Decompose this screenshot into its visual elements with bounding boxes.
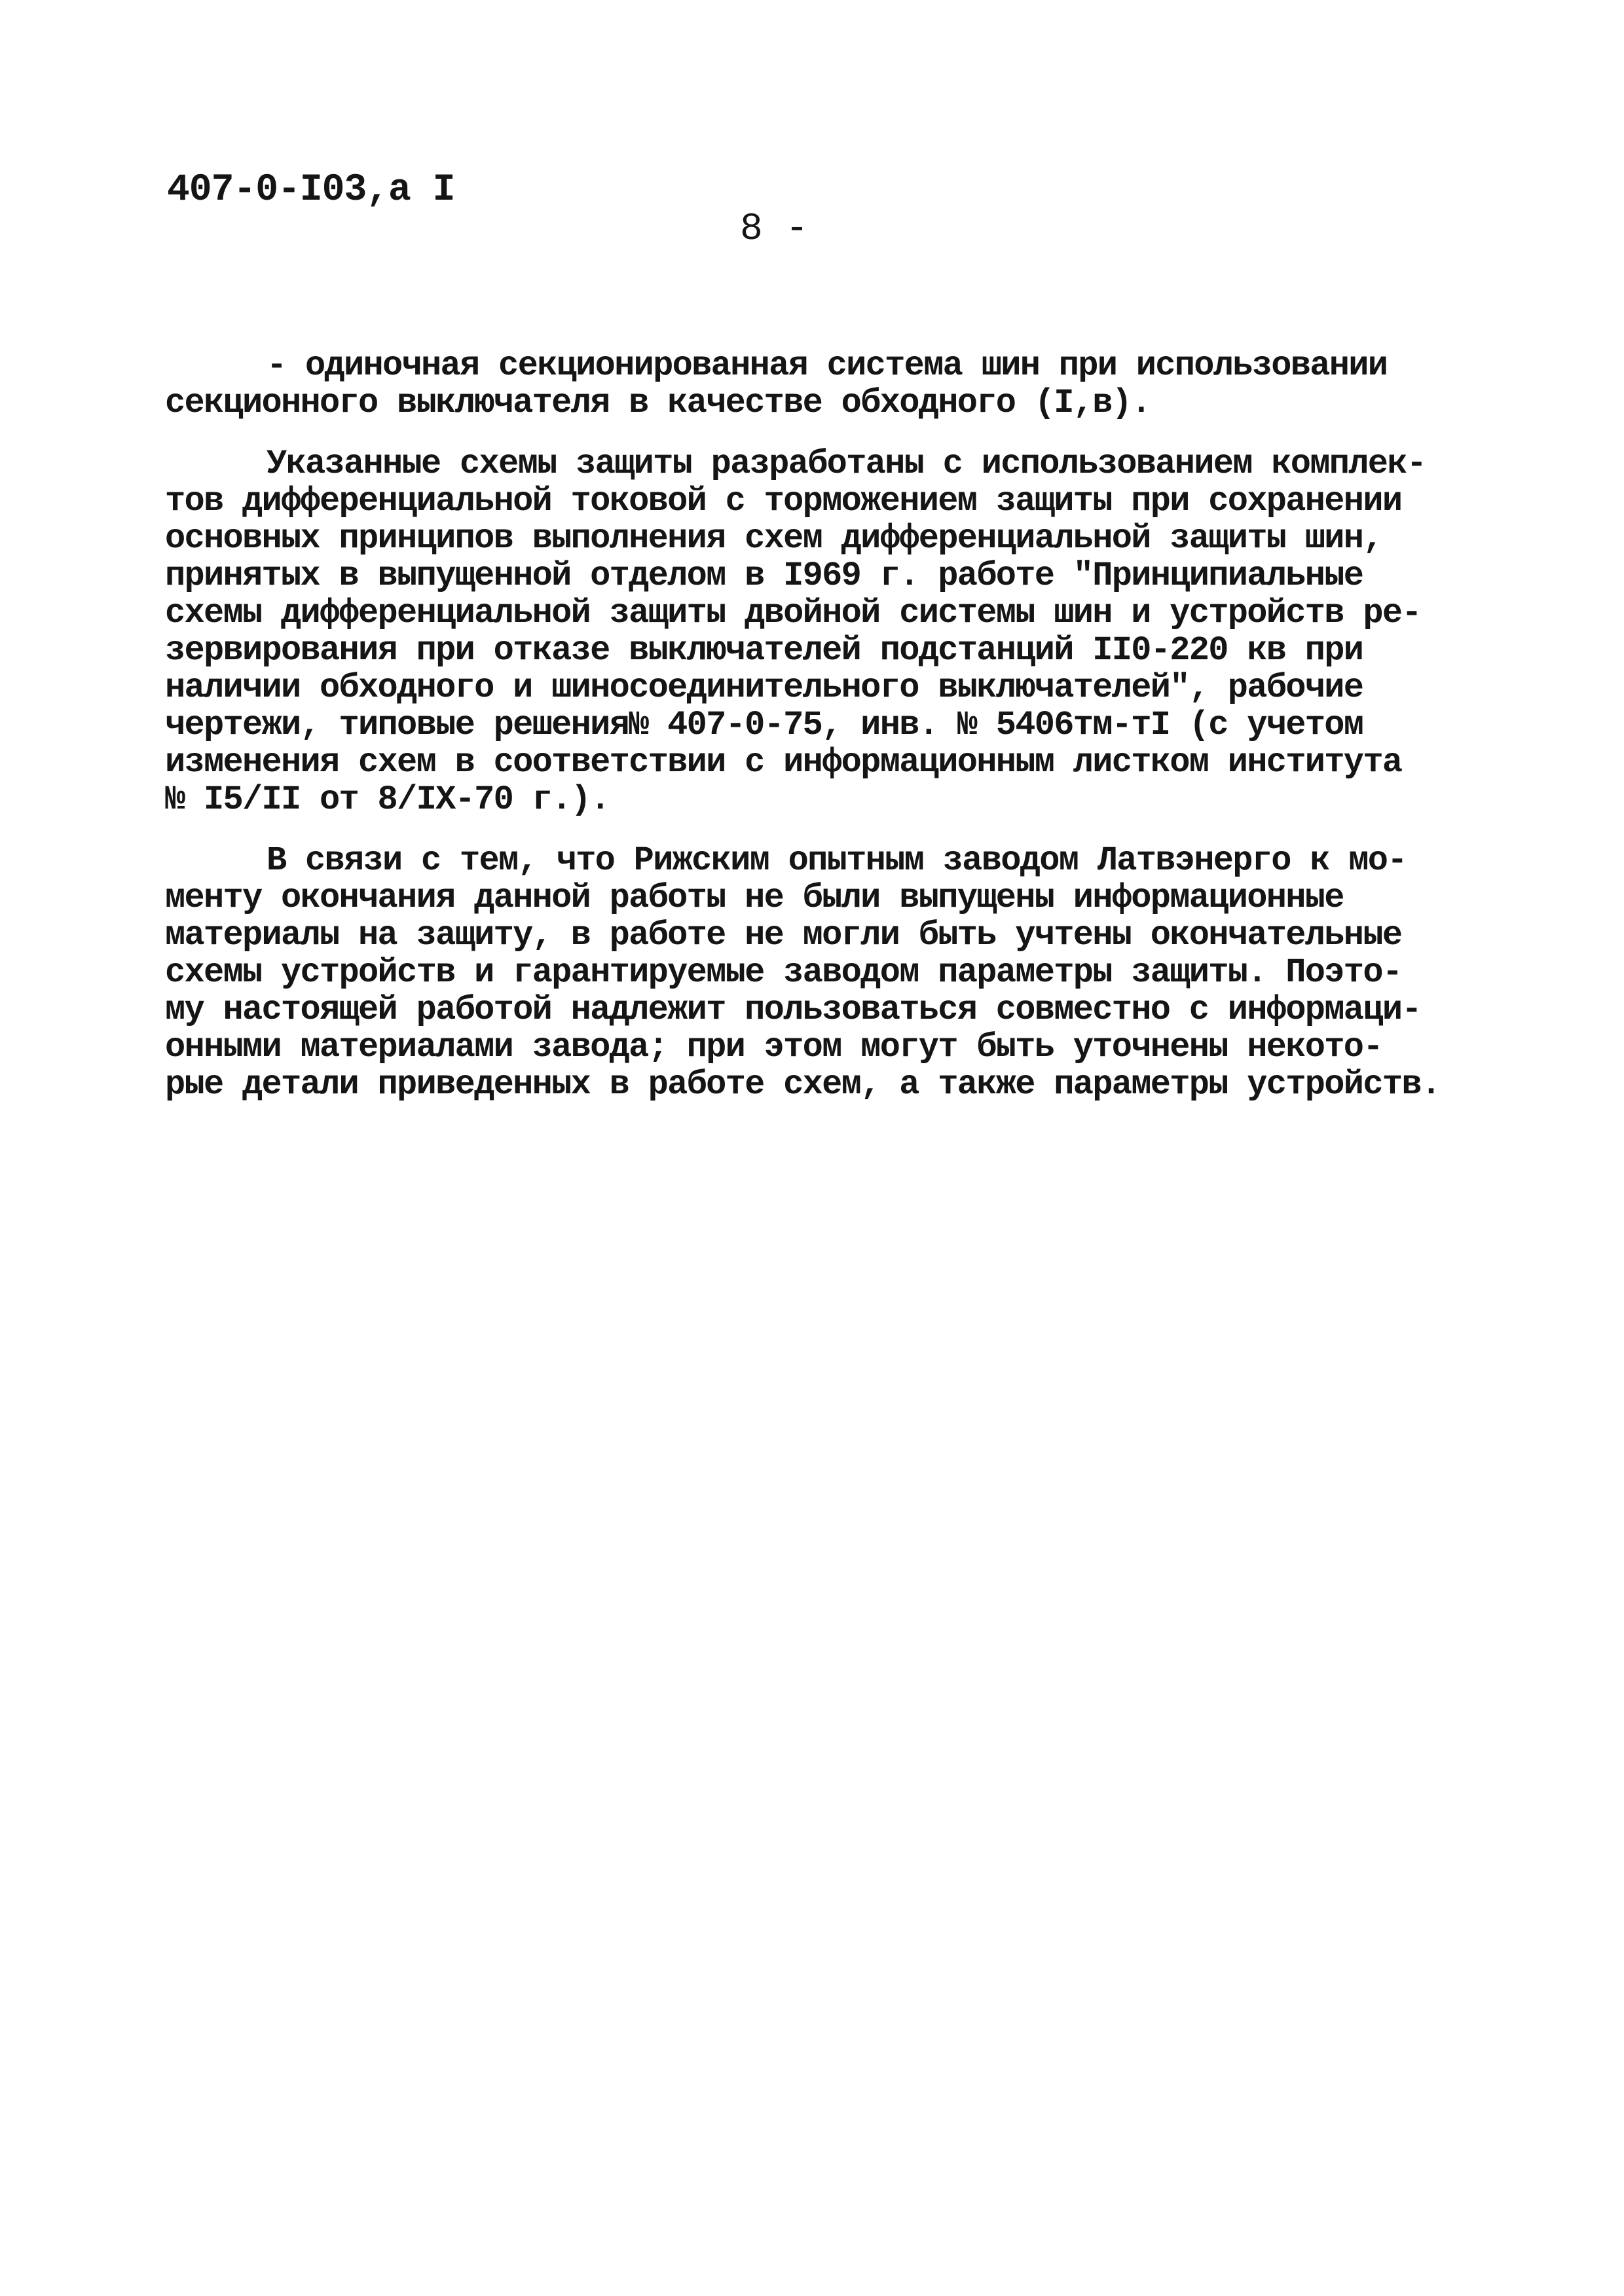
paragraph-1 xyxy=(165,347,1475,422)
paragraph-3 xyxy=(165,842,1475,1103)
paragraph-2 xyxy=(165,445,1475,818)
text-line: секционного выключателя в качестве обходного (I,в). xyxy=(165,384,1151,422)
text-line: основных принципов выполнения схем дифференциальной защиты шин, xyxy=(165,519,1382,558)
text-line: В связи с тем, что Рижским опытным заводом Латвэнерго к мо- xyxy=(267,841,1407,880)
body-text xyxy=(165,347,1475,1103)
text-line: изменения схем в соответствии с информационным листком института xyxy=(165,743,1402,782)
text-line: зервирования при отказе выключателей подстанций II0-220 кв при xyxy=(165,631,1363,670)
text-line: схемы устройств и гарантируемые заводом параметры защиты. Поэто- xyxy=(165,953,1402,992)
document-code: 407-0-I03,а I xyxy=(167,169,455,211)
page-number: 8 - xyxy=(740,208,809,251)
text-line: рые детали приведенных в работе схем, а также параметры устройств. xyxy=(165,1065,1441,1104)
text-line: тов дифференциальной токовой с торможением защиты при сохранении xyxy=(165,482,1402,520)
text-line: принятых в выпущенной отделом в I969 г. работе "Принципиальные xyxy=(165,556,1363,595)
text-line: наличии обходного и шиносоединительного выключателей", рабочие xyxy=(165,668,1363,707)
text-line: материалы на защиту, в работе не могли быть учтены окончательные xyxy=(165,916,1402,955)
text-line: Указанные схемы защиты разработаны с использованием комплек- xyxy=(267,445,1426,483)
text-line: № I5/II от 8/IX-70 г.). xyxy=(165,780,610,819)
text-line: - одиночная секционированная система шин при использовании xyxy=(267,346,1388,385)
text-line: менту окончания данной работы не были выпущены информационные xyxy=(165,879,1344,917)
text-line: схемы дифференциальной защиты двойной системы шин и устройств ре- xyxy=(165,594,1421,632)
text-line: му настоящей работой надлежит пользоваться совместно с информаци- xyxy=(165,991,1421,1029)
text-line: чертежи, типовые решения№ 407-0-75, инв. № 5406тм-тI (с учетом xyxy=(165,706,1363,744)
text-line: онными материалами завода; при этом могут быть уточнены некото- xyxy=(165,1028,1382,1066)
